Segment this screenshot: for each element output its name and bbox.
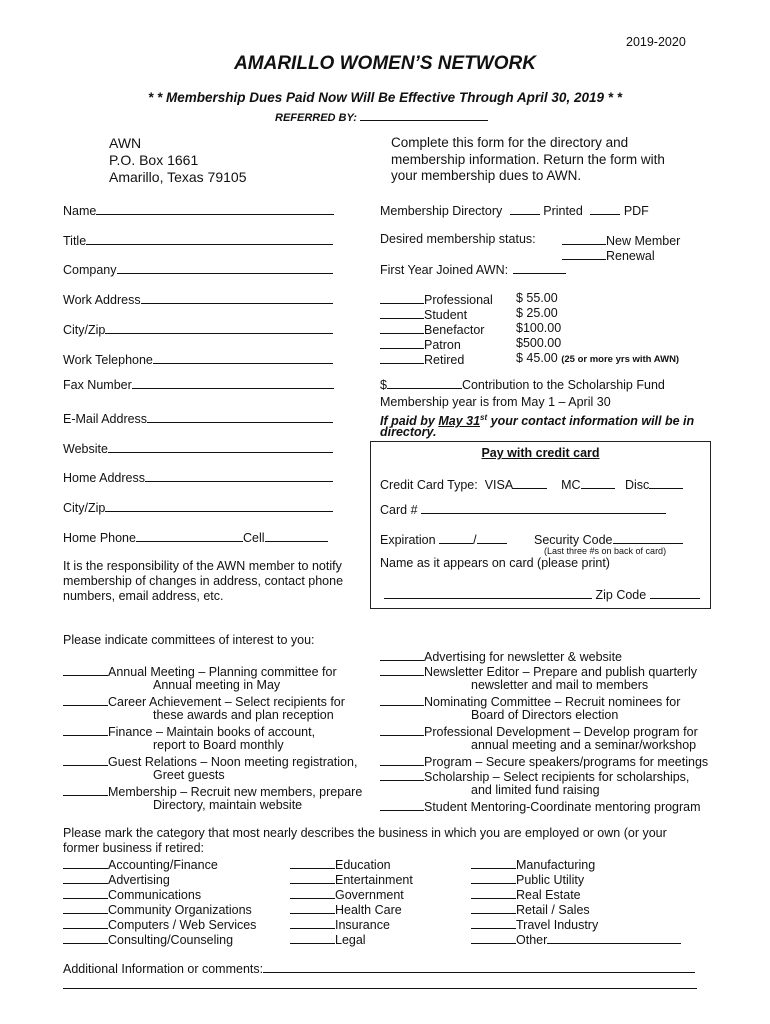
directory-row <box>380 202 649 219</box>
website-field[interactable] <box>108 440 333 453</box>
dues-notice: * * Membership Dues Paid Now Will Be Effective Through April 30, 2019 * * <box>147 90 622 105</box>
pdf-checkbox[interactable] <box>590 202 620 215</box>
committees-heading: Please indicate committees of interest to you: <box>63 633 315 647</box>
committee-label: Membership – Recruit new members, prepare <box>108 785 363 799</box>
work-address-field[interactable] <box>141 291 333 304</box>
card-number-label: Card # <box>380 503 418 517</box>
membership-type-checkbox[interactable] <box>380 336 424 349</box>
business-category-label: Consulting/Counseling <box>108 933 234 947</box>
paid-by-suffix: your contact information will be in <box>487 414 695 429</box>
business-category-checkbox[interactable] <box>63 886 108 899</box>
additional-label: Additional Information or comments: <box>63 962 264 976</box>
city-zip-field[interactable] <box>105 321 333 334</box>
business-category-label: Health Care <box>335 903 402 917</box>
committee-description: Greet guests <box>153 768 225 782</box>
committee-label: Advertising for newsletter & website <box>424 650 623 664</box>
cell-field[interactable] <box>265 529 328 542</box>
security-note: (Last three #s on back of card) <box>544 546 667 556</box>
zip-label: Zip Code <box>595 588 647 602</box>
membership-type-checkbox[interactable] <box>380 351 424 364</box>
business-heading-line: former business if retired: <box>63 841 205 855</box>
committee-checkbox[interactable] <box>63 783 108 796</box>
directory-label: Membership Directory <box>380 204 503 218</box>
business-category-checkbox[interactable] <box>63 916 108 929</box>
fax-row <box>63 376 334 393</box>
instructions-line: membership information. Return the form with <box>391 151 665 167</box>
work-telephone-row <box>63 351 333 368</box>
pdf-label: PDF <box>623 204 649 218</box>
renewal-label: Renewal <box>606 249 655 263</box>
committee-label: Finance – Maintain books of account, <box>108 725 316 739</box>
committee-checkbox[interactable] <box>63 723 108 736</box>
note-line: It is the responsibility of the AWN member to notify <box>63 559 342 573</box>
membership-type-row <box>380 351 464 368</box>
contribution-dollar: $ <box>380 378 387 392</box>
committee-checkbox[interactable] <box>380 648 424 661</box>
business-category-label: Retail / Sales <box>516 903 590 917</box>
instructions-line: your membership dues to AWN. <box>391 168 582 183</box>
business-category-label: Computers / Web Services <box>108 918 257 932</box>
business-heading <box>63 826 667 856</box>
work-telephone-field[interactable] <box>153 351 333 364</box>
address-line: Amarillo, Texas 79105 <box>109 169 247 185</box>
email-field[interactable] <box>147 410 333 423</box>
first-year-row <box>380 261 566 278</box>
business-category-label: Travel Industry <box>516 918 599 932</box>
expiration-row: Expiration / <box>380 531 507 548</box>
email-label: E-Mail Address <box>63 412 148 426</box>
committee-description: newsletter and mail to members <box>471 678 649 692</box>
note-line: numbers, email address, etc. <box>63 589 224 603</box>
committee-label: Career Achievement – Select recipients for <box>108 695 345 709</box>
name-row <box>63 202 334 219</box>
business-heading-line: Please mark the category that most nearly describes the business in which you are employed or own (or your <box>63 826 667 840</box>
business-category-label: Other <box>516 933 548 947</box>
committee-description: Board of Directors election <box>471 708 619 722</box>
name-on-card-field[interactable] <box>384 586 592 599</box>
credit-card-box <box>370 441 711 609</box>
home-address-row <box>63 469 333 486</box>
home-phone-label: Home Phone <box>63 531 136 545</box>
note-line: membership of changes in address, contact phone <box>63 574 344 588</box>
committee-checkbox[interactable] <box>380 768 424 781</box>
card-number-field[interactable] <box>421 501 666 514</box>
committee-checkbox[interactable] <box>380 753 424 766</box>
membership-price-value: $500.00 <box>516 336 562 350</box>
visa-label: VISA <box>484 478 514 492</box>
committee-description: report to Board monthly <box>153 738 284 752</box>
business-category-checkbox[interactable] <box>471 931 516 944</box>
business-category-option <box>471 931 681 948</box>
other-category-field[interactable] <box>547 931 681 944</box>
business-category-label: Insurance <box>335 918 390 932</box>
printed-label: Printed <box>543 204 583 218</box>
city-zip-label: City/Zip <box>63 323 106 337</box>
committee-checkbox[interactable] <box>63 663 108 676</box>
responsibility-note <box>63 559 343 604</box>
business-category-label: Community Organizations <box>108 903 252 917</box>
business-category-label: Real Estate <box>516 888 581 902</box>
business-category-label: Public Utility <box>516 873 585 887</box>
renewal-row <box>562 247 655 264</box>
cell-label: Cell <box>242 531 265 545</box>
additional-row <box>63 960 695 977</box>
address-line: AWN <box>109 135 142 151</box>
membership-type-label: Professional <box>424 293 493 307</box>
membership-type-label: Patron <box>424 338 461 352</box>
business-category-checkbox[interactable] <box>290 886 335 899</box>
committee-checkbox[interactable] <box>380 693 424 706</box>
instructions-line: Complete this form for the directory and <box>391 135 629 150</box>
card-number-row <box>380 501 666 518</box>
committee-description: these awards and plan reception <box>153 708 334 722</box>
work-telephone-label: Work Telephone <box>63 353 153 367</box>
website-label: Website <box>63 442 108 456</box>
desired-status-label: Desired membership status: <box>380 232 536 246</box>
address-line: P.O. Box 1661 <box>109 152 199 168</box>
card-type-label: Credit Card Type: <box>380 478 478 492</box>
membership-type-checkbox[interactable] <box>380 321 424 334</box>
membership-price <box>516 336 561 351</box>
referred-by-row <box>275 108 488 126</box>
membership-price <box>516 351 679 367</box>
referred-by-label: REFERRED BY: <box>275 112 357 124</box>
expiration-label: Expiration <box>380 533 436 547</box>
paid-by-prefix: If paid by <box>380 414 439 429</box>
business-category-checkbox[interactable] <box>290 901 335 914</box>
mc-checkbox[interactable] <box>581 476 615 489</box>
business-category-checkbox[interactable] <box>63 856 108 869</box>
name-label: Name <box>63 204 97 218</box>
committee-checkbox[interactable] <box>380 663 424 676</box>
contribution-field[interactable] <box>387 376 462 389</box>
committee-description: Annual meeting in May <box>153 678 281 692</box>
home-address-field[interactable] <box>145 469 333 482</box>
membership-type-label: Retired <box>424 353 465 367</box>
business-category-checkbox[interactable] <box>290 931 335 944</box>
business-category-checkbox[interactable] <box>471 856 516 869</box>
title-label: Title <box>63 234 87 248</box>
membership-price-value: $100.00 <box>516 321 562 335</box>
visa-checkbox[interactable] <box>513 476 547 489</box>
committee-description: Directory, maintain website <box>153 798 303 812</box>
committee-checkbox[interactable] <box>63 693 108 706</box>
name-on-card-label: Name as it appears on card (please print) <box>380 556 610 570</box>
business-category-option <box>290 931 366 948</box>
business-category-label: Legal <box>335 933 366 947</box>
email-row <box>63 410 333 427</box>
committee-label: Scholarship – Select recipients for scholarships, <box>424 770 690 784</box>
committee-checkbox[interactable] <box>380 798 424 811</box>
mailing-address <box>109 135 246 186</box>
new-member-checkbox[interactable] <box>562 232 606 245</box>
business-category-label: Education <box>335 858 391 872</box>
membership-type-checkbox[interactable] <box>380 291 424 304</box>
city-zip-row <box>63 321 333 338</box>
title-row <box>63 232 333 249</box>
org-title: AMARILLO WOMEN’S NETWORK <box>234 53 536 74</box>
zip-field[interactable] <box>650 586 700 599</box>
business-category-checkbox[interactable] <box>471 886 516 899</box>
membership-price-value: $ 45.00 <box>516 351 558 365</box>
business-category-checkbox[interactable] <box>63 931 108 944</box>
business-category-label: Government <box>335 888 404 902</box>
work-address-label: Work Address <box>63 293 141 307</box>
committee-checkbox[interactable] <box>63 753 108 766</box>
home-phone-row <box>63 529 328 546</box>
business-category-checkbox[interactable] <box>63 901 108 914</box>
company-row <box>63 261 333 278</box>
committee-label: Nominating Committee – Recruit nominees for <box>424 695 681 709</box>
new-member-label: New Member <box>606 234 681 248</box>
paid-by-line2: directory. <box>380 425 437 439</box>
membership-price <box>516 306 558 321</box>
committee-checkbox[interactable] <box>380 723 424 736</box>
membership-type-label: Benefactor <box>424 323 485 337</box>
first-year-label: First Year Joined AWN: <box>380 263 509 277</box>
name-field[interactable] <box>96 202 334 215</box>
home-phone-field[interactable] <box>136 529 243 542</box>
security-label: Security Code <box>534 533 613 547</box>
contribution-label: Contribution to the Scholarship Fund <box>461 378 665 392</box>
form-instructions <box>391 135 665 185</box>
committee-option <box>380 798 701 815</box>
membership-price <box>516 321 561 336</box>
membership-price-value: $ 25.00 <box>516 306 558 320</box>
fax-label: Fax Number <box>63 378 132 392</box>
home-city-zip-row <box>63 499 333 516</box>
name-zip-row <box>384 586 700 603</box>
business-category-checkbox[interactable] <box>471 871 516 884</box>
paid-by-date: May 31 <box>438 414 481 429</box>
committee-label: Professional Development – Develop program for <box>424 725 698 739</box>
disc-checkbox[interactable] <box>649 476 683 489</box>
company-label: Company <box>63 263 117 277</box>
mc-label: MC <box>561 478 581 492</box>
committee-label: Student Mentoring-Coordinate mentoring program <box>424 800 701 814</box>
referred-by-field[interactable] <box>360 108 488 121</box>
home-city-zip-field[interactable] <box>105 499 333 512</box>
membership-type-label: Student <box>424 308 468 322</box>
credit-card-heading <box>370 446 711 461</box>
business-category-checkbox[interactable] <box>290 871 335 884</box>
title-field[interactable] <box>86 232 333 245</box>
additional-field[interactable] <box>263 960 695 973</box>
additional-field-line2[interactable] <box>63 988 697 989</box>
printed-checkbox[interactable] <box>510 202 540 215</box>
committee-label: Annual Meeting – Planning committee for <box>108 665 337 679</box>
business-category-checkbox[interactable] <box>290 856 335 869</box>
first-year-field[interactable] <box>513 261 566 274</box>
business-category-checkbox[interactable] <box>471 901 516 914</box>
business-category-checkbox[interactable] <box>290 916 335 929</box>
membership-year-note: Membership year is from May 1 – April 30 <box>380 395 611 409</box>
membership-type-checkbox[interactable] <box>380 306 424 319</box>
membership-price-value: $ 55.00 <box>516 291 558 305</box>
business-category-checkbox[interactable] <box>63 871 108 884</box>
form-year: 2019-2020 <box>626 35 686 49</box>
business-category-label: Communications <box>108 888 202 902</box>
membership-price <box>516 291 558 306</box>
credit-card-heading-text: Pay with credit card <box>481 446 600 460</box>
membership-price-note: (25 or more yrs with AWN) <box>561 354 680 365</box>
committee-description: and limited fund raising <box>471 783 600 797</box>
committee-label: Guest Relations – Noon meeting registration, <box>108 755 358 769</box>
business-category-label: Accounting/Finance <box>108 858 218 872</box>
company-field[interactable] <box>117 261 333 274</box>
paid-by-suffix-sup: st <box>480 413 488 422</box>
committee-description: annual meeting and a seminar/workshop <box>471 738 697 752</box>
business-category-label: Entertainment <box>335 873 413 887</box>
home-address-label: Home Address <box>63 471 145 485</box>
exp-month-field[interactable] <box>439 531 473 544</box>
business-category-checkbox[interactable] <box>471 916 516 929</box>
disc-label: Disc <box>624 478 650 492</box>
business-category-option <box>63 931 233 948</box>
website-row <box>63 440 333 457</box>
contribution-row <box>380 376 665 393</box>
exp-year-field[interactable] <box>477 531 507 544</box>
home-city-zip-label: City/Zip <box>63 501 106 515</box>
committee-label: Program – Secure speakers/programs for meetings <box>424 755 709 769</box>
renewal-checkbox[interactable] <box>562 247 606 260</box>
fax-field[interactable] <box>132 376 334 389</box>
security-field[interactable] <box>613 531 683 544</box>
work-address-row <box>63 291 333 308</box>
business-category-label: Advertising <box>108 873 170 887</box>
card-type-row <box>380 476 683 493</box>
committee-label: Newsletter Editor – Prepare and publish quarterly <box>424 665 698 679</box>
business-category-label: Manufacturing <box>516 858 596 872</box>
